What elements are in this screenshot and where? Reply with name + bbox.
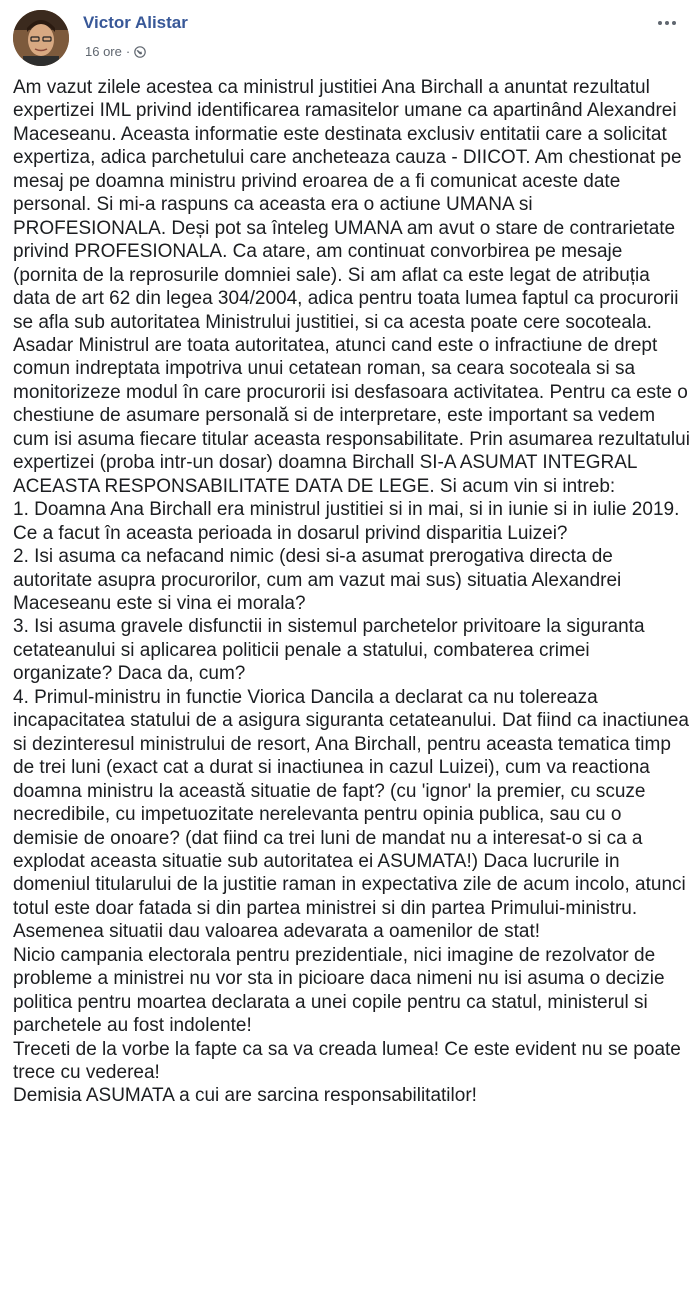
more-options-icon[interactable] <box>652 12 682 34</box>
post-paragraph-intro: Am vazut zilele acestea ca ministrul justitiei Ana Birchall a anuntat rezultatul expertizei IML privind identificarea ramasitelor umane ca apartinând Alexandrei Maceseanu. Aceasta informatie este destinata exclusiv entitatii care a solicitat expertiza, adica parchetului care ancheteaza cauza - DIICOT. Am chestionat pe mesaj pe doamna ministru privind eroarea de a fi comunicat aceste date personal. Si mi-a raspuns ca aceasta era o actiune UMANA si PROFESIONALA. Deși pot sa înteleg UMANA am avut o stare de contrarietate privind PROFESIONALA. Ca atare, am continuat convorbirea pe mesaje (pornita de la reprosurile domniei sale). Si am aflat ca este legat de atribuția data de art 62 din legea 304/2004, adica pentru toata lumea faptul ca procurorii se afla sub autoritatea Ministrului justitiei, si ca acesta poate cere socoteala. Asadar Ministrul are toata autoritatea, atunci cand este o infractiune de drept comun indreptata impotriva unui cetatean roman, sa ceara socoteala si sa monitorizeze modul în care procurorii isi desfasoara activitatea. Pentru ca este o chestiune de asumare personală si de interpretare, este important sa vedem cum isi asuma fiecare titular aceasta responsabilitate. Prin asumarea rezultatului expertizei (proba intr-un dosar) doamna Birchall SI-A ASUMAT INTEGRAL ACEASTA RESPONSABILITATE DATA DE LEGE. Si acum vin si intreb: <box>13 77 690 497</box>
avatar[interactable] <box>13 10 69 66</box>
post-paragraph-question-1: 1. Doamna Ana Birchall era ministrul justitiei si in mai, si in iunie si in iulie 2019. Ce a facut în aceasta perioada in dosarul privind disparitia Luizei? <box>13 499 680 544</box>
post-paragraph-statement: Asemenea situatii dau valoarea adevarata a oamenilor de stat! <box>13 921 541 943</box>
post-header <box>0 0 700 70</box>
post-paragraph-question-2: 2. Isi asuma ca nefacand nimic (desi si-a asumat prerogativa directa de autoritate asupra procurorilor, cum am vazut mai sus) situatia Alexandrei Maceseanu este si vina ei morala? <box>13 546 622 614</box>
globe-icon[interactable] <box>134 46 146 58</box>
post-meta <box>85 44 146 59</box>
post-paragraph-call: Treceti de la vorbe la fapte ca sa va creada lumea! Ce este evident nu se poate trece cu vederea! <box>13 1038 681 1084</box>
author-name[interactable]: Victor Alistar <box>83 13 188 32</box>
post-paragraph-question-3: 3. Isi asuma gravele disfunctii in sistemul parchetelor privitoare la siguranta cetateanului si aplicarea politicii penale a statului, combaterea crimei organizate? Daca da, cum? <box>13 616 645 685</box>
post-body <box>13 76 690 1108</box>
meta-separator: · <box>125 44 131 59</box>
post-paragraph-closing: Demisia ASUMATA a cui are sarcina responsabilitatilor! <box>13 1085 477 1107</box>
post-paragraph-question-4: 4. Primul-ministru in functie Viorica Dancila a declarat ca nu tolereaza incapacitatea statului de a asigura siguranta cetateanului. Dat fiind ca inactiunea si dezinteresul ministrului de resort, Ana Birchall, pentru aceasta tematica timp de trei luni (exact cat a durat si inactiunea in cazul Luizei), cum va reactiona doamna ministru la această situatie de fapt? (cu 'ignor' la premier, cu scuze necredibile, cu impetuozitate nerelevanta pentru opinia publica, sau cu o demisie de onoare? (dat fiind ca trei luni de mandat nu a interesat-o si ca a explodat aceasta situatie sub autoritatea ei ASUMATA!) Daca lucrurile in domeniul titularului de la justitie raman in expectativa zile de acum incolo, atunci totul este doar fatada si din partea ministrei si din partea Primului-ministru. <box>13 686 689 919</box>
post-paragraph-campaign: Nicio campania electorala pentru prezidentiale, nici imagine de rezolvator de probleme a ministrei nu vor sta in picioare daca nimeni nu isi asuma o decizie politica pentru moartea declarata a unei copile pentru ca statul, ministerul si parchetele au fost indolente! <box>13 944 665 1037</box>
post-time[interactable]: 16 ore <box>85 44 122 59</box>
